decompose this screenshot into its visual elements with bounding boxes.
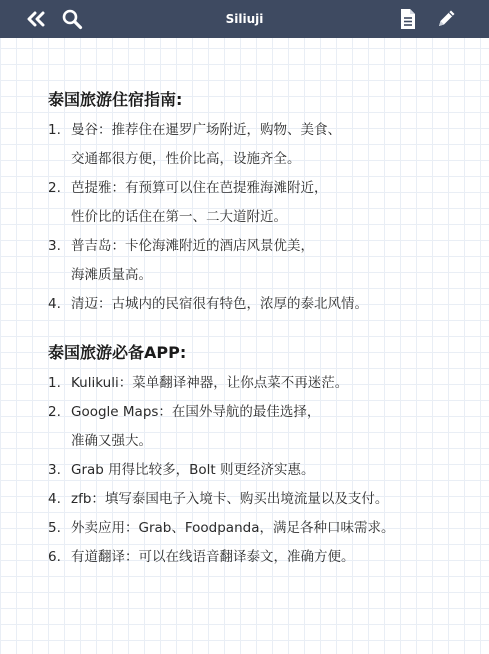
section-title: 泰国旅游住宿指南:: [48, 90, 183, 109]
apps-list: [48, 369, 468, 572]
edit-button[interactable]: [434, 7, 458, 31]
document-button[interactable]: [396, 7, 420, 31]
app-title: Siliuji: [225, 12, 264, 26]
list-item: 6. 有道翻译：可以在线语音翻译泰文，准确方便。: [48, 549, 355, 565]
document-icon: [399, 8, 417, 30]
accommodation-list: [48, 116, 468, 319]
list-item: 1. 曼谷：推荐住在暹罗广场附近，购物、美食、 交通都很方便，性价比高，设施齐全。: [48, 122, 341, 167]
section-title: 泰国旅游必备APP:: [48, 343, 187, 362]
list-item: 4. 清迈：古城内的民宿很有特色，浓厚的泰北风情。: [48, 296, 368, 312]
list-item: 3. Grab 用得比较多，Bolt 则更经济实惠。: [48, 462, 315, 478]
list-item: 2. Google Maps：在国外导航的最佳选择， 准确又强大。: [48, 404, 321, 449]
pencil-icon: [435, 8, 457, 30]
list-item: 2. 芭提雅：有预算可以住在芭提雅海滩附近， 性价比的话住在第一、二大道附近。: [48, 180, 328, 225]
note-content: [48, 90, 468, 572]
section-apps: [48, 343, 468, 572]
list-item: 3. 普吉岛：卡伦海滩附近的酒店风景优美， 海滩质量高。: [48, 238, 314, 283]
list-item: 4. zfb：填写泰国电子入境卡、购买出境流量以及支付。: [48, 491, 389, 507]
section-accommodation: [48, 90, 468, 319]
list-item: 1. Kulikuli：菜单翻译神器，让你点菜不再迷茫。: [48, 375, 349, 391]
top-navigation-bar: [0, 0, 489, 38]
list-item: 5. 外卖应用：Grab、Foodpanda，满足各种口味需求。: [48, 520, 395, 536]
